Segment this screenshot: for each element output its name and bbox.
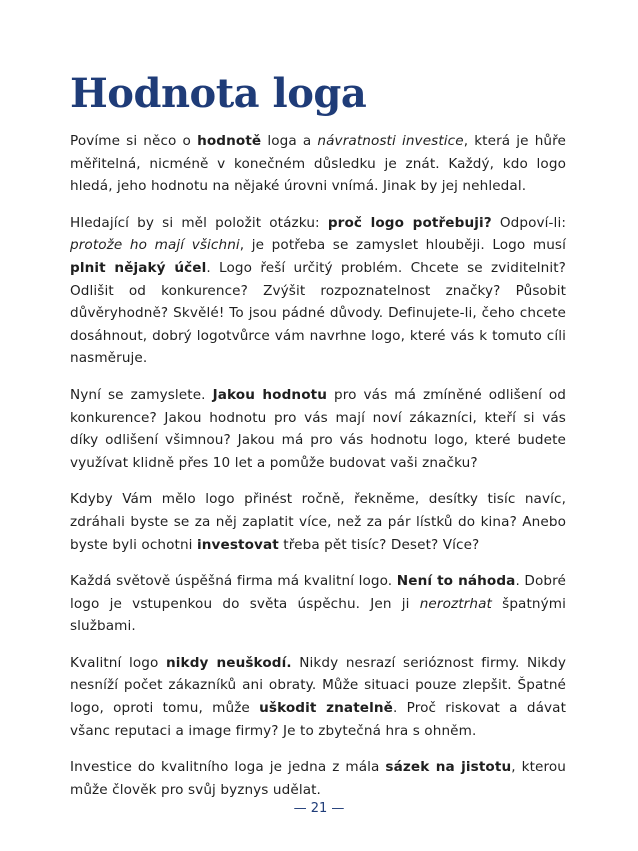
bold-text: proč logo potřebuji? (327, 214, 492, 231)
text-run: loga a (261, 133, 318, 149)
bold-text: uškodit znatelně (259, 700, 393, 717)
paragraph-7 (70, 756, 566, 801)
text-run: . Proč riskovat a dávat všanc reputaci a image firmy? Je to zbytečná hra s ohněm. (70, 700, 567, 739)
text-run: , která je hůře měřitelná, nicméně v konečném důsledku je znát. Každý, kdo logo hledá, jeho hodnotu na nějaké úrovni vnímá. Jinak by jej nehledal. (70, 133, 566, 195)
page-content (70, 70, 566, 815)
text-run: . Dobré logo je vstupenkou do světa úspěchu. Jen ji (70, 573, 566, 612)
italic-text: protože ho mají všichni (70, 237, 240, 254)
bold-text: plnit nějaký účel (70, 259, 207, 276)
bold-text: Není to náhoda (396, 573, 516, 590)
text-run: Každá světově úspěšná firma má kvalitní logo. (70, 573, 397, 590)
paragraph-6 (70, 652, 566, 742)
text-run: Investice do kvalitního loga je jedna z mála (70, 759, 386, 776)
bold-text: Jakou hodnotu (212, 386, 328, 403)
text-run: Odpoví-li: (491, 214, 566, 231)
text-run: špatnými službami. (70, 595, 566, 635)
bold-text: investovat (197, 536, 279, 553)
bold-text: hodnotě (197, 133, 262, 149)
bold-text: nikdy neuškodí. (166, 654, 292, 671)
italic-text: neroztrhat (419, 595, 492, 612)
text-run: Kdyby Vám mělo logo přinést ročně, řekněme, desítky tisíc navíc, zdráhali byste se za něj zaplatit více, než za pár lístků do kina? Anebo byste byli ochotni (70, 491, 566, 553)
text-run: , kterou může člověk pro svůj byznys udělat. (70, 759, 566, 798)
paragraph-4 (70, 488, 566, 556)
text-run: Nikdy nesrazí serióznost firmy. Nikdy nesníží počet zákazníků ani obraty. Může situaci pouze zlepšit. Špatné logo, oproti tomu, může (70, 654, 566, 717)
text-run: . Logo řeší určitý problém. Chcete se zviditelnit? Odlišit od konkurence? Zvýšit rozpoznatelnost značky? Působit důvěryhodně? Skvělé! To jsou pádné důvody. Definujete-li, čeho chcete dosáhnout, dobrý logotvůrce vám navrhne logo, které vás k tomuto cíli nasměruje. (70, 259, 566, 367)
text-run: Povíme si něco o (70, 133, 198, 149)
article-body (70, 130, 566, 801)
text-run: , je potřeba se zamyslet hlouběji. Logo musí (239, 237, 566, 254)
bold-text: sázek na jistotu (385, 759, 512, 776)
italic-text: návratnosti investice (317, 133, 464, 149)
page-number: — 21 — (293, 801, 345, 816)
text-run: pro vás má zmíněné odlišení od konkurence? Jakou hodnotu pro vás mají noví zákazníci, kteří si vás díky odlišení všimnou? Jakou má pro vás hodnotu logo, které budete využívat klidně přes 10 let a pomůže budovat vaši značku? (70, 386, 567, 471)
text-run: Kvalitní logo (70, 654, 167, 671)
paragraph-1 (70, 130, 566, 198)
paragraph-5 (70, 570, 566, 638)
text-run: třeba pět tisíc? Deset? Více? (278, 536, 480, 553)
paragraph-2 (70, 212, 566, 370)
text-run: Nyní se zamyslete. (70, 386, 213, 403)
paragraph-3 (70, 384, 566, 474)
page-title: Hodnota loga (70, 70, 367, 117)
text-run: Hledající by si měl položit otázku: (70, 214, 328, 231)
